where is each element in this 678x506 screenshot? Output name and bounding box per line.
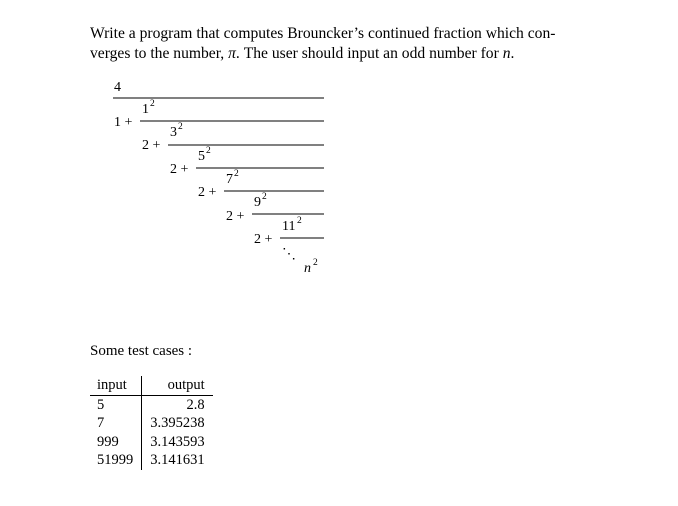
output-cell: 3.143593 — [150, 433, 205, 450]
fraction-term-1-plus: 1 + — [114, 115, 133, 130]
test-cases-caption: Some test cases : — [90, 343, 193, 359]
fraction-numerator-7-exp: 2 — [234, 169, 239, 179]
fraction-final-base: n — [304, 261, 311, 276]
statement-line-2-prefix: verges to the number, — [90, 45, 229, 62]
fraction-numerator-5-exp: 2 — [206, 146, 211, 156]
pi-symbol: π — [228, 45, 236, 62]
input-cell: 51999 — [90, 451, 142, 470]
fraction-term-2-plus-e: 2 + — [254, 232, 273, 247]
fraction-numerator-11-exp: 2 — [297, 216, 302, 226]
fraction-numerator-1-base: 1 — [142, 102, 149, 117]
fraction-numerator-3-exp: 2 — [178, 122, 183, 132]
statement-line-1: Write a program that computes Brouncker’s continued fraction which con- — [90, 25, 556, 42]
output-cell: 2.8 — [186, 396, 205, 413]
fraction-numerator-11-base: 11 — [282, 219, 296, 234]
fraction-ellipsis: ⋱ — [282, 247, 296, 262]
output-cell: 3.395238 — [150, 415, 205, 431]
fraction-numerator-5-base: 5 — [198, 149, 205, 164]
fraction-numerator-4: 4 — [114, 80, 121, 95]
table-row — [90, 414, 213, 433]
table-row — [90, 451, 213, 470]
fraction-term-2-plus-d: 2 + — [226, 209, 245, 224]
table-row — [90, 433, 213, 452]
input-cell: 999 — [90, 433, 142, 452]
fraction-numerator-9-base: 9 — [254, 195, 261, 210]
statement-line-2-end: . — [510, 45, 515, 62]
fraction-numerator-7-base: 7 — [226, 172, 233, 187]
fraction-term-2-plus-c: 2 + — [198, 185, 217, 200]
fraction-numerator-3-base: 3 — [170, 125, 177, 140]
fraction-term-2-plus-b: 2 + — [170, 162, 189, 177]
column-header-output: output — [142, 376, 213, 395]
output-cell: 3.141631 — [150, 452, 205, 468]
statement-line-2-mid: . The user should input an odd number for — [235, 45, 503, 62]
variable-n: n — [502, 45, 511, 62]
test-cases-table — [90, 376, 213, 470]
fraction-numerator-9-exp: 2 — [262, 192, 267, 202]
fraction-numerator-1-exp: 2 — [150, 99, 155, 109]
column-header-input: input — [90, 376, 142, 395]
table-header-row — [90, 376, 213, 395]
fraction-term-2-plus-a: 2 + — [142, 138, 161, 153]
input-cell: 5 — [90, 395, 142, 414]
input-cell: 7 — [90, 414, 142, 433]
fraction-final-exp: 2 — [313, 258, 318, 268]
table-row — [90, 395, 213, 414]
